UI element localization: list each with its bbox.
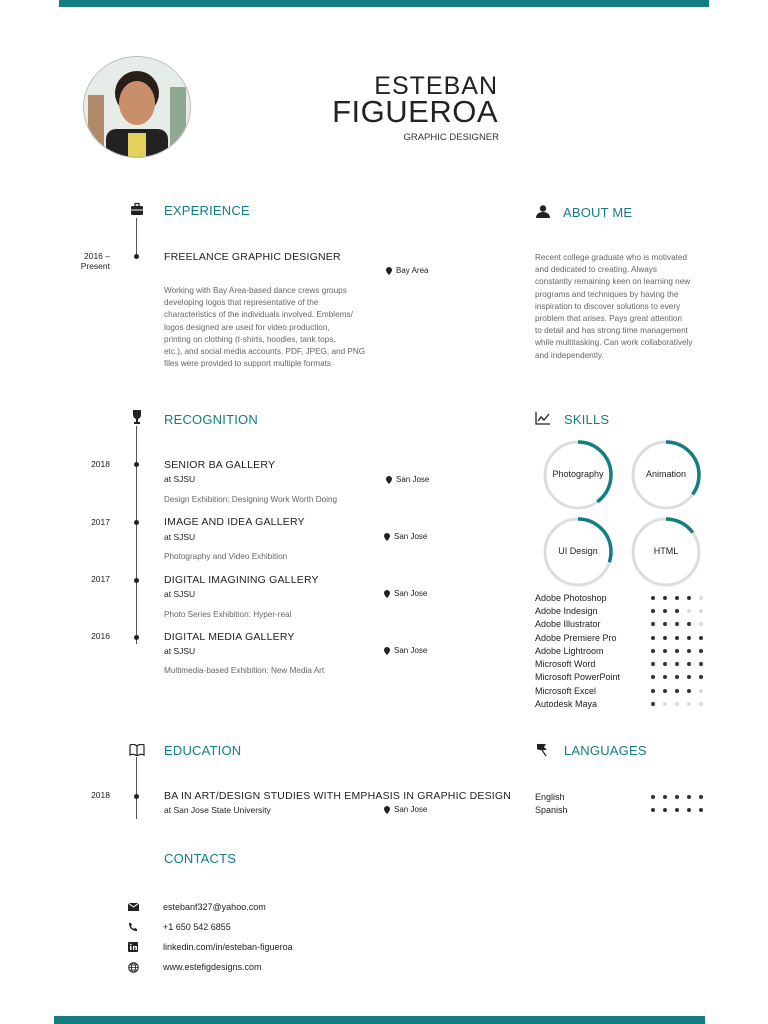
recognition-title: IMAGE AND IDEA GALLERY xyxy=(164,516,305,528)
rating-dots xyxy=(651,689,703,693)
recognition-sub: at SJSU xyxy=(164,646,196,656)
software-row xyxy=(535,657,703,670)
rating-dots xyxy=(651,795,703,799)
experience-title: FREELANCE GRAPHIC DESIGNER xyxy=(164,251,341,263)
experience-location: Bay Area xyxy=(386,266,428,275)
top-accent-bar xyxy=(59,0,709,7)
rating-dot xyxy=(675,675,679,679)
rating-dot xyxy=(687,808,691,812)
software-row xyxy=(535,697,703,710)
software-name: Microsoft Excel xyxy=(535,685,597,696)
contact-list xyxy=(127,897,293,977)
first-name: ESTEBAN xyxy=(374,72,498,100)
recognition-timeline xyxy=(136,426,137,644)
recognition-location: San Jose xyxy=(384,532,427,541)
about-heading: ABOUT ME xyxy=(563,205,633,220)
timeline-dot xyxy=(134,578,139,583)
rating-dot xyxy=(699,622,703,626)
contact-website[interactable]: www.estefigdesigns.com xyxy=(127,957,293,977)
rating-dot xyxy=(651,675,655,679)
education-year: 2018 xyxy=(91,790,110,800)
rating-dots xyxy=(651,636,703,640)
rating-dot xyxy=(699,689,703,693)
rating-dot xyxy=(699,636,703,640)
skill-ring xyxy=(543,517,613,592)
rating-dot xyxy=(675,649,679,653)
rating-dot xyxy=(687,596,691,600)
rating-dot xyxy=(663,609,667,613)
recognition-year: 2017 xyxy=(91,517,110,527)
rating-dot xyxy=(663,702,667,706)
rating-dots xyxy=(651,649,703,653)
timeline-dot xyxy=(134,520,139,525)
skill-ring xyxy=(631,440,701,515)
rating-dot xyxy=(651,662,655,666)
skill-ring-label: HTML xyxy=(653,546,679,556)
rating-dot xyxy=(699,662,703,666)
languages-heading: LANGUAGES xyxy=(564,743,647,758)
rating-dot xyxy=(663,636,667,640)
language-list xyxy=(535,790,703,817)
software-row xyxy=(535,604,703,617)
rating-dot xyxy=(699,702,703,706)
rating-dot xyxy=(651,622,655,626)
rating-dot xyxy=(687,689,691,693)
software-name: Microsoft Word xyxy=(535,659,596,670)
recognition-desc: Multimedia-based Exhibition: New Media Art xyxy=(164,666,325,675)
location-pin-icon xyxy=(384,806,390,814)
about-text: Recent college graduate who is motivated and dedicated to creating. Always constantly remaining keen on learning new programs and techniques by having the inspiration to discover solutions to every problem that arises. Pays great attention to detail and has strong time management while multitasking. Can work collaboratively and independently. xyxy=(535,253,693,360)
recognition-title: DIGITAL IMAGINING GALLERY xyxy=(164,574,319,586)
rating-dot xyxy=(651,689,655,693)
rating-dot xyxy=(687,795,691,799)
software-name: Adobe Lightroom xyxy=(535,645,604,656)
rating-dot xyxy=(699,808,703,812)
rating-dot xyxy=(651,649,655,653)
recognition-year: 2018 xyxy=(91,459,110,469)
contacts-heading: CONTACTS xyxy=(164,851,237,866)
recognition-year: 2016 xyxy=(91,631,110,641)
trophy-icon xyxy=(131,410,143,430)
rating-dot xyxy=(663,808,667,812)
rating-dot xyxy=(687,675,691,679)
location-pin-icon xyxy=(384,647,390,655)
location-pin-icon xyxy=(384,590,390,598)
rating-dot xyxy=(651,808,655,812)
experience-description: Working with Bay Area-based dance crews groups developing logos that representative of the characteristics of the individuals involved. Emblems/ logos designed are used for video production, printing on clothing (t-shirts, hoodies, tank tops, etc.), and social media accounts. PDF, JPEG, and PNG files were provided to support multiple formats xyxy=(164,286,366,369)
rating-dot xyxy=(675,609,679,613)
rating-dots xyxy=(651,662,703,666)
recognition-location: San Jose xyxy=(384,589,427,598)
rating-dot xyxy=(687,662,691,666)
timeline-dot xyxy=(134,635,139,640)
bottom-accent-bar xyxy=(54,1016,705,1024)
contact-linkedin[interactable]: linkedin.com/in/esteban-figueroa xyxy=(127,937,293,957)
experience-heading: EXPERIENCE xyxy=(164,203,250,218)
rating-dots xyxy=(651,609,703,613)
linkedin-icon xyxy=(127,942,139,952)
chart-line-icon xyxy=(535,412,550,430)
software-name: Adobe Indesign xyxy=(535,605,598,616)
rating-dot xyxy=(651,795,655,799)
rating-dot xyxy=(663,662,667,666)
skill-ring xyxy=(543,440,613,515)
rating-dot xyxy=(675,662,679,666)
job-title: GRAPHIC DESIGNER xyxy=(403,132,499,143)
rating-dot xyxy=(651,636,655,640)
recognition-sub: at SJSU xyxy=(164,474,196,484)
location-pin-icon xyxy=(386,476,392,484)
rating-dot xyxy=(699,596,703,600)
rating-dot xyxy=(699,609,703,613)
phone-icon xyxy=(127,922,139,932)
rating-dot xyxy=(663,596,667,600)
language-row xyxy=(535,803,703,816)
education-sub: at San Jose State University xyxy=(164,805,271,815)
rating-dot xyxy=(675,596,679,600)
experience-timeline xyxy=(136,218,137,258)
recognition-year: 2017 xyxy=(91,574,110,584)
rating-dot xyxy=(687,636,691,640)
rating-dot xyxy=(675,689,679,693)
briefcase-icon xyxy=(130,202,144,221)
rating-dot xyxy=(687,702,691,706)
software-name: Autodesk Maya xyxy=(535,699,598,710)
software-name: Adobe Photoshop xyxy=(535,592,607,603)
software-list xyxy=(535,591,703,711)
rating-dot xyxy=(663,689,667,693)
contact-email[interactable]: estebanf327@yahoo.com xyxy=(127,897,293,917)
software-name: Microsoft PowerPoint xyxy=(535,672,621,683)
rating-dots xyxy=(651,675,703,679)
recognition-title: DIGITAL MEDIA GALLERY xyxy=(164,631,295,643)
language-name: English xyxy=(535,791,565,802)
person-icon xyxy=(536,205,550,223)
recognition-desc: Photo Series Exhibition: Hyper-real xyxy=(164,610,292,619)
education-heading: EDUCATION xyxy=(164,743,242,758)
software-row xyxy=(535,671,703,684)
rating-dot xyxy=(663,649,667,653)
timeline-dot xyxy=(134,254,139,259)
recognition-location: San Jose xyxy=(384,646,427,655)
rating-dots xyxy=(651,622,703,626)
globe-icon xyxy=(127,962,139,972)
rating-dot xyxy=(651,609,655,613)
flag-icon xyxy=(536,743,550,762)
rating-dot xyxy=(699,675,703,679)
rating-dot xyxy=(687,622,691,626)
timeline-dot xyxy=(134,794,139,799)
rating-dot xyxy=(651,702,655,706)
software-row xyxy=(535,631,703,644)
rating-dot xyxy=(663,795,667,799)
software-row xyxy=(535,684,703,697)
contact-phone[interactable]: +1 650 542 6855 xyxy=(127,917,293,937)
rating-dot xyxy=(675,808,679,812)
rating-dot xyxy=(651,596,655,600)
location-pin-icon xyxy=(384,533,390,541)
rating-dot xyxy=(675,795,679,799)
software-row xyxy=(535,591,703,604)
software-row xyxy=(535,618,703,631)
recognition-heading: RECOGNITION xyxy=(164,412,258,427)
rating-dot xyxy=(687,609,691,613)
avatar xyxy=(83,56,191,158)
recognition-location: San Jose xyxy=(386,475,429,484)
education-title: BA IN ART/DESIGN STUDIES WITH EMPHASIS IN GRAPHIC DESIGN xyxy=(164,790,512,802)
software-name: Adobe Premiere Pro xyxy=(535,632,617,643)
language-row xyxy=(535,790,703,803)
recognition-desc: Design Exhibition: Designing Work Worth Doing xyxy=(164,495,338,504)
rating-dots xyxy=(651,596,703,600)
skill-ring xyxy=(631,517,701,592)
recognition-sub: at SJSU xyxy=(164,532,196,542)
rating-dots xyxy=(651,702,703,706)
timeline-dot xyxy=(134,462,139,467)
skill-ring-label: Animation xyxy=(645,469,687,479)
rating-dot xyxy=(675,702,679,706)
location-pin-icon xyxy=(386,267,392,275)
rating-dot xyxy=(675,636,679,640)
recognition-desc: Photography and Video Exhibition xyxy=(164,552,288,561)
software-name: Adobe Illustrator xyxy=(535,619,601,630)
rating-dot xyxy=(699,649,703,653)
last-name: FIGUEROA xyxy=(332,94,498,129)
rating-dot xyxy=(687,649,691,653)
recognition-sub: at SJSU xyxy=(164,589,196,599)
skills-heading: SKILLS xyxy=(564,412,610,427)
skill-ring-label: Photography xyxy=(552,469,604,479)
rating-dot xyxy=(663,675,667,679)
skill-ring-label: UI Design xyxy=(558,546,598,556)
education-location: San Jose xyxy=(384,805,427,814)
recognition-title: SENIOR BA GALLERY xyxy=(164,459,276,471)
software-row xyxy=(535,644,703,657)
experience-year: 2016 – Present xyxy=(80,251,110,271)
language-name: Spanish xyxy=(535,804,568,815)
rating-dot xyxy=(675,622,679,626)
rating-dot xyxy=(699,795,703,799)
rating-dots xyxy=(651,808,703,812)
open-book-icon xyxy=(129,743,145,761)
envelope-icon xyxy=(127,902,139,912)
rating-dot xyxy=(663,622,667,626)
education-timeline xyxy=(136,757,137,819)
